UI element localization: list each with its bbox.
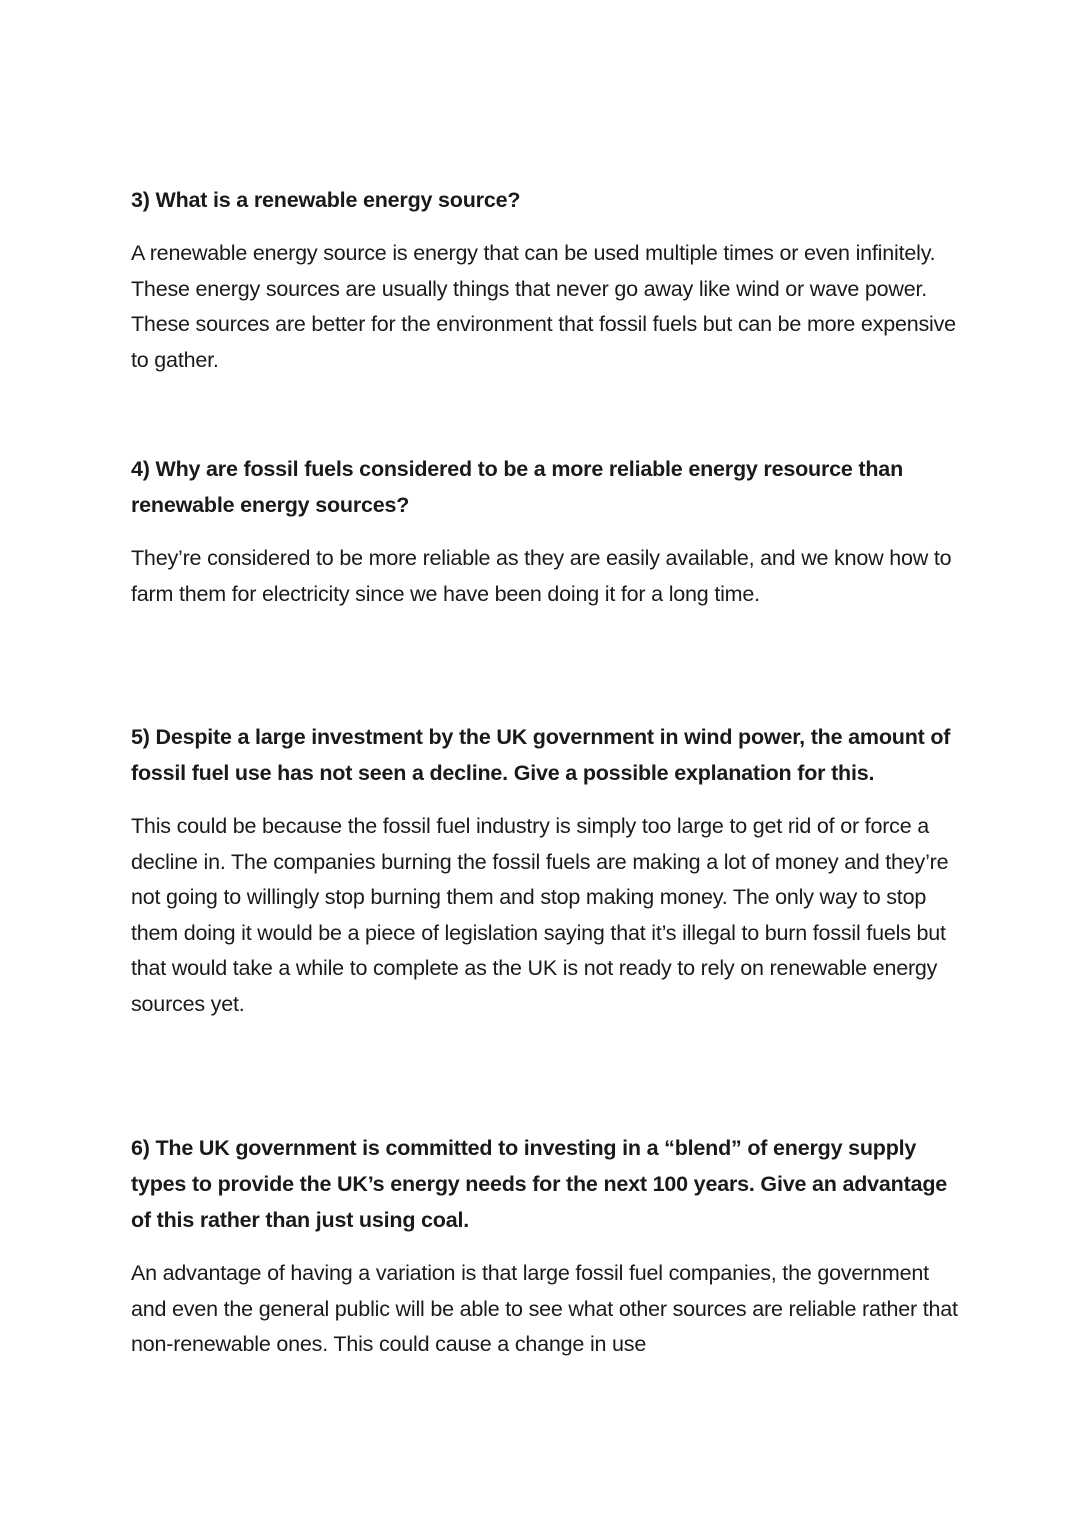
question-heading: 6) The UK government is committed to investing in a “blend” of energy supply types to provide the UK’s energy needs for the next 100 years. Give an advantage of this rather than just using coal. [131,1136,948,1232]
question-block-3 [131,182,961,378]
question-block-6 [131,1130,961,1363]
answer-paragraph: An advantage of having a variation is that large fossil fuel companies, the government and even the general public will be able to see what other sources are reliable rather that non-renewable ones. This could cause a change in use [131,1261,958,1356]
question-heading: 4) Why are fossil fuels considered to be a more reliable energy resource than renewable energy sources? [131,457,903,517]
question-block-5 [131,719,961,1022]
question-heading: 3) What is a renewable energy source? [131,188,521,212]
answer-paragraph: A renewable energy source is energy that can be used multiple times or even infinitely. These energy sources are usually things that never go away like wind or wave power. These sources are better for the environment that fossil fuels but can be more expensive to gather. [131,241,956,372]
answer-paragraph: This could be because the fossil fuel industry is simply too large to get rid of or force a decline in. The companies burning the fossil fuels are making a lot of money and they’re not going to willingly stop burning them and stop making money. The only way to stop them doing it would be a piece of legislation saying that it’s illegal to burn fossil fuels but that would take a while to complete as the UK is not ready to rely on renewable energy sources yet. [131,814,949,1016]
answer-paragraph: They’re considered to be more reliable as they are easily available, and we know how to farm them for electricity since we have been doing it for a long time. [131,546,952,606]
question-heading: 5) Despite a large investment by the UK government in wind power, the amount of fossil fuel use has not seen a decline. Give a possible explanation for this. [131,725,951,785]
question-block-4 [131,451,961,612]
